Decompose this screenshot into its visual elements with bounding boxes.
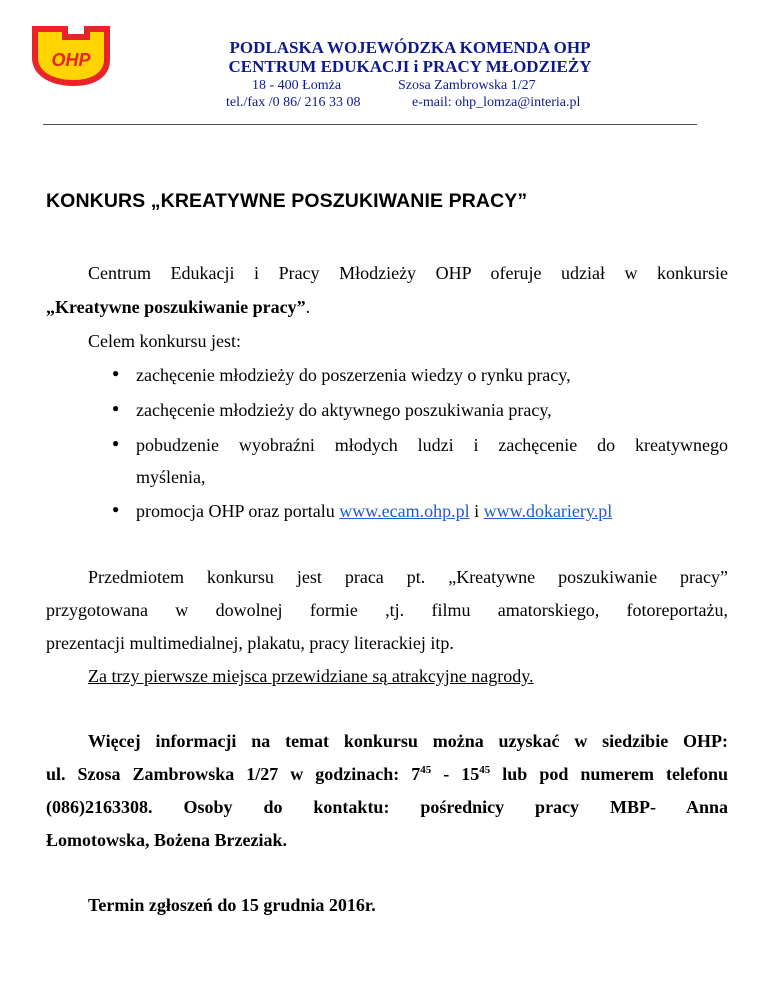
deadline: Termin zgłoszeń do 15 grudnia 2016r.	[88, 895, 376, 915]
intro-line: Centrum Edukacji i Pracy Młodzieży OHP oferuje udział w konkursie	[88, 263, 728, 283]
subject-line: prezentacji multimedialnej, plakatu, pracy literackiej itp.	[46, 633, 454, 653]
page-title: KONKURS „KREATYWNE POSZUKIWANIE PRACY”	[46, 190, 528, 212]
info-line: Łomotowska, Bożena Brzeziak.	[46, 830, 287, 850]
org-name: PODLASKA WOJEWÓDZKA KOMENDA OHP	[229, 38, 591, 57]
bullet-item: zachęcenie młodzieży do aktywnego poszukiwania pracy,	[136, 400, 552, 420]
intro-line-2: „Kreatywne poszukiwanie pracy”.	[46, 297, 311, 317]
bullet-item-continuation: myślenia,	[136, 467, 206, 487]
subject-line: Przedmiotem konkursu jest praca pt. „Kreatywne poszukiwanie pracy”	[88, 567, 728, 587]
info-line: ul. Szosa Zambrowska 1/27 w godzinach: $7^{45} - 15^{45}$ lub pod numerem telefonu	[46, 764, 728, 784]
postal-address: 18 - 400 Łomża	[252, 78, 342, 93]
ohp-logo	[28, 20, 114, 90]
info-line: Więcej informacji na temat konkursu można uzyskać w siedzibie OHP:	[88, 731, 728, 751]
bullet-icon: ●	[112, 401, 120, 415]
ecam-link[interactable]: www.ecam.ohp.pl	[339, 501, 470, 521]
phone: tel./fax /0 86/ 216 33 08	[226, 95, 361, 110]
prizes-note: Za trzy pierwsze miejsca przewidziane są atrakcyjne nagrody.	[88, 666, 534, 686]
bullet-icon: ●	[112, 502, 120, 516]
goal-label: Celem konkursu jest:	[88, 331, 241, 351]
contest-name: „Kreatywne poszukiwanie pracy”	[46, 297, 306, 317]
header-divider	[43, 124, 697, 125]
bullet-item: zachęcenie młodzieży do poszerzenia wiedzy o rynku pracy,	[136, 365, 571, 385]
subject-line: przygotowana w dowolnej formie ,tj. filmu amatorskiego, fotoreportażu,	[46, 600, 728, 620]
email: e-mail: ohp_lomza@interia.pl	[412, 95, 581, 110]
street-address: Szosa Zambrowska 1/27	[398, 78, 536, 93]
bullet-item: promocja OHP oraz portalu www.ecam.ohp.pl i www.dokariery.pl	[136, 501, 613, 521]
bullet-icon: ●	[112, 436, 120, 450]
dokariery-link[interactable]: www.dokariery.pl	[483, 501, 613, 521]
logo-text: OHP	[51, 50, 91, 70]
info-line: (086)2163308. Osoby do kontaktu: pośrednicy pracy MBP- Anna	[46, 797, 728, 817]
org-subname: CENTRUM EDUKACJI i PRACY MŁODZIEŻY	[228, 57, 592, 76]
bullet-icon: ●	[112, 366, 120, 380]
bullet-item: pobudzenie wyobraźni młodych ludzi i zachęcenie do kreatywnego	[136, 435, 728, 455]
